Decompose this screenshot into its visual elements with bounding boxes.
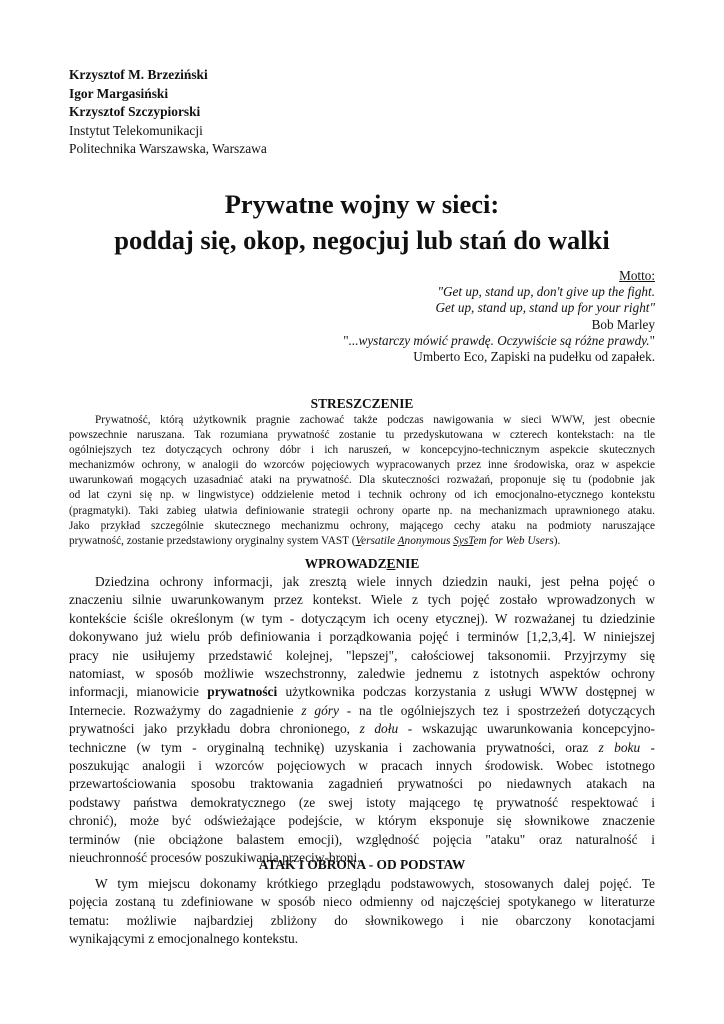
body-text: - na tle ogólniejszych tez i spostrzeżeń dotyczących [338,702,656,718]
acronym-text: nonymous [404,534,454,547]
abstract-line: od lat czyni się np. w lingwistyce) oddzielenie metod i technik ochrony od ich emocjonalno-etycznego kontekstu [69,489,655,502]
acronym-text: em for Web Users [473,534,554,547]
body-line: znaczeniu silnie uwarunkowanym przez kontekst. Wiele z tych pojęć zostało wprowadzonych w [69,592,655,608]
motto-quote-line: Get up, stand up, stand up for your right" [435,300,655,316]
acronym-letter: A [397,534,405,547]
abstract-line: (pragmatyki). Taki zabieg ułatwia definiowanie strategii ochrony oparte np. na mechanizmach uprawnionego ataku. [69,504,655,517]
body-text: - wskazując uwarunkowania koncepcyjno- [398,721,655,737]
abstract-line: ogólniejszych tez dotyczących ochrony dóbr i ich naruszeń, w koncepcyjno-technicznym aspekcie skutecznych [69,444,655,457]
acronym-text: ersatile [361,534,398,547]
acronym-letter: V [355,534,362,547]
section-heading-attack-defense: ATAK I OBRONA - OD PODSTAW [258,857,466,872]
heading-text: E [386,556,396,571]
author-block [69,66,267,159]
motto-quote-line: "Get up, stand up, don't give up the fight. [437,284,655,300]
abstract-text: prywatność, zostanie przedstawiony oryginalny system VAST ( [69,534,356,547]
body-line: nieuchronność procesów poszukiwania przeciw-broni. [69,850,361,866]
author-name: Krzysztof M. Brzeziński [69,67,208,82]
acronym-letter: T [468,534,474,547]
section2-body [69,875,655,949]
abstract-line: mechanizmów ochrony, w analogii do wzorców pojęciowych wypracowanych przez inne środowiska, oraz w aspekcie [69,459,655,472]
author-name: Krzysztof Szczypiorski [69,104,201,119]
body-line: wynikającymi z emocjonalnego kontekstu. [69,931,299,947]
body-line: W tym miejscu dokonamy krótkiego przeglądu podstawowych, stosowanych dalej pojęć. Te [95,876,655,891]
title-line: poddaj się, okop, negocjuj lub stań do walki [114,225,610,255]
abstract-body [69,413,655,549]
body-text: prywatności jako przykładu dobra chronionego, [69,721,360,737]
body-line: pojęcia zostaną tu zdefiniowane w sposób nieco odmienny od najczęściej spotykanego w literaturze [69,894,655,910]
body-text: techniczne (w tym - oryginalną technikę) uzyskania i zachowania prywatności, oraz [69,739,599,755]
abstract-line: Prywatność, którą użytkownik pragnie zachować także podczas nawigowania w sieci WWW, jest obecnie [95,414,655,426]
section-heading-introduction [0,556,724,572]
body-line: przewartościowania sposobu traktowania zagadnień prywatności po niedawnych atakach na [69,776,655,792]
body-emphasis: prywatności [207,684,278,700]
abstract-line: Jako przykład szczególnie skutecznego mechanizmu ochrony, mającego cechy ataku na podmioty naruszające [69,519,655,532]
body-line: natomiast, w sposób możliwie wszechstronny, zaledwie jednemu z istotnych aspektów ochrony [69,666,655,682]
quote-mark: " [649,332,655,348]
affiliation-line: Instytut Telekomunikacji [69,122,203,138]
heading-text: WPROWADZ [304,556,387,571]
motto-block [343,268,655,365]
motto-author: Bob Marley [591,316,655,332]
motto-quote-line [343,333,655,349]
abstract-line [69,534,655,549]
heading-text: NIE [395,556,420,571]
author-name: Igor Margasiński [69,85,169,101]
body-line: Dziedzina ochrony informacji, jak zresztą wiele innych dziedzin nauki, jest pełna pojęć o [95,574,655,589]
motto-quote-text: ...wystarczy mówić prawdę. Oczywiście są różne prawdy. [348,332,650,348]
body-text: użytkownika podczas korzystania z usługi WWW dostępnej w [277,684,655,700]
acronym-letter: Sys [453,534,469,547]
motto-author: Umberto Eco, Zapiski na pudełku od zapałek. [413,349,655,365]
abstract-text: ). [553,534,561,547]
body-line: dokonywano już wielu prób definiowania i porządkowania pojęć i terminów [1,2,3,4]. W niniejszej [69,629,655,645]
affiliation-line: Politechnika Warszawska, Warszawa [69,141,267,156]
body-line: kontekście ściśle określonym (w tym - dotyczącym ich oceny etycznej). W rozważanej tu dziedzinie [69,610,655,626]
title-line: Prywatne wojny w sieci: [224,189,500,219]
body-text: - [640,739,655,755]
abstract-line: uwarunkowań mogących uzasadniać ataki na prywatność. Dla skuteczności rozważań, proponuje się tu (podobnie jak [69,474,655,487]
body-line [69,739,655,757]
body-emphasis: z dołu [359,721,399,737]
body-line: poszukując analogii i wzorców pojęciowych w pracach innych środowisk. Wobec istotnego [69,758,655,774]
abstract-line: powszechnie naruszana. Tak rozumiana prywatność zostanie tu przedyskutowana w czterech kontekstach: na tle [69,429,655,442]
abstract-heading: STRESZCZENIE [310,396,414,411]
paper-title [0,186,724,258]
body-emphasis: z boku [598,739,641,755]
quote-mark: " [343,332,349,348]
body-line: terminów (nie obciążone balastem emocji), względność pojęcia "ataku" oraz naturalność i [69,831,655,847]
body-line: podstawy państwa demokratycznego (ze swej istoty mającego tę prywatność respektować i [69,794,655,810]
motto-label: Motto: [619,268,655,283]
body-text: Internecie. Rozważymy do zagadnienie [69,702,302,718]
introduction-body [69,573,655,868]
body-line [69,720,655,738]
body-line: chronić), może być odświeżające podejście, w którym eksponuje się słownikowe znaczenie [69,813,655,829]
body-text: informacji, mianowicie [69,684,208,700]
body-line [69,683,655,701]
body-line [69,702,655,720]
body-line: pracy nie usiłujemy przedstawić kolejnej, "lepszej", całościowej taksonomii. Przyjrzymy się [69,647,655,663]
body-emphasis: z góry [301,702,339,718]
body-line: tematu: możliwie najbardziej zbliżony do słownikowego i nie obarczony konotacjami [69,912,655,928]
